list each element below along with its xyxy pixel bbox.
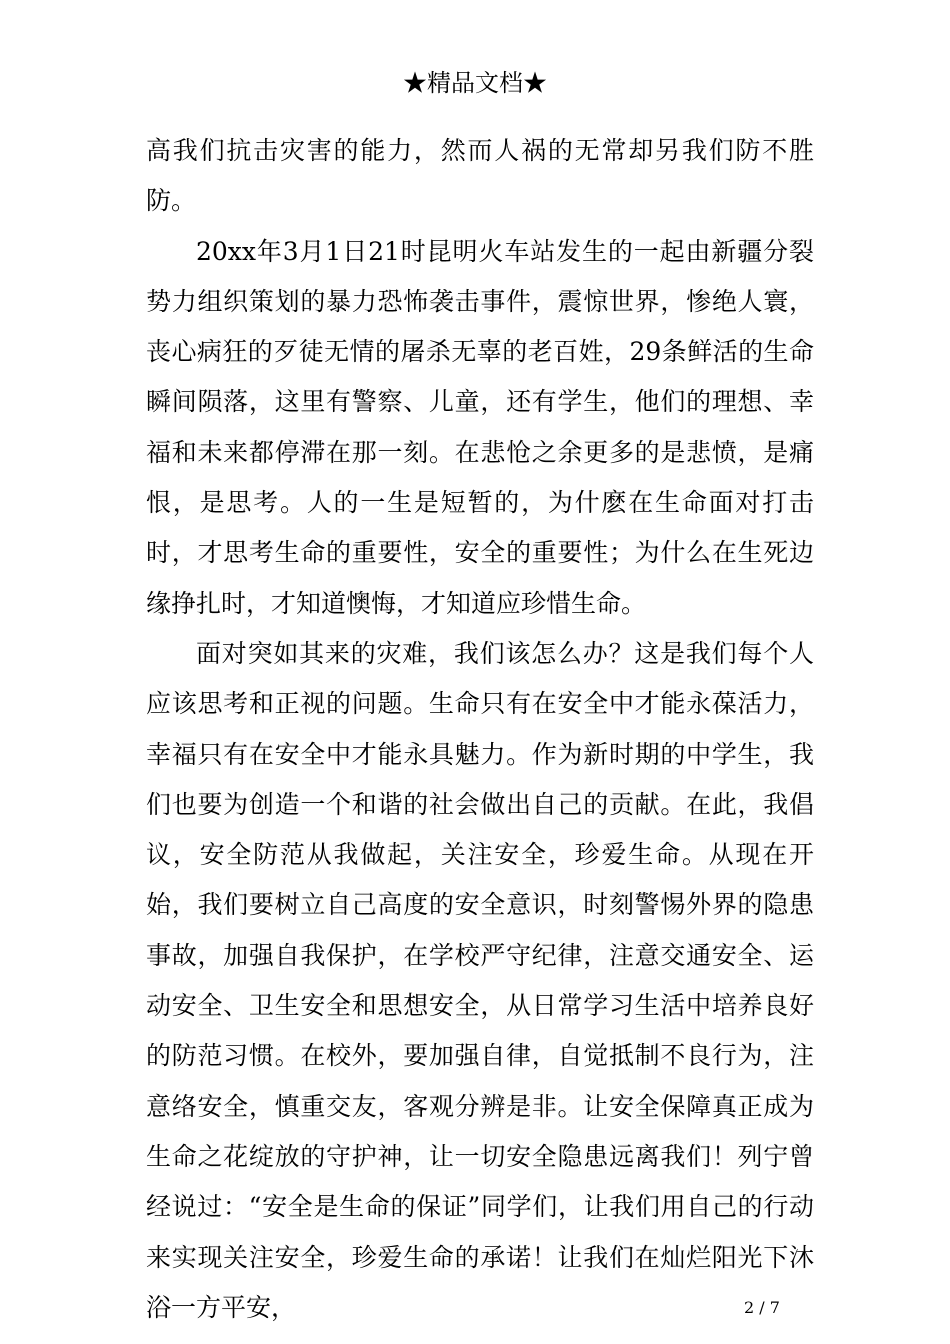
page-number: 2 / 7 bbox=[744, 1298, 780, 1317]
paragraph-1: 高我们抗击灾害的能力，然而人祸的无常却另我们防不胜防。 bbox=[146, 136, 814, 216]
header-title: ★精品文档★ bbox=[403, 69, 547, 97]
paragraph-3: 面对突如其来的灾难，我们该怎么办？这是我们每个人应该思考和正视的问题。生命只有在安全中才能永葆活力，幸福只有在安全中才能永具魅力。作为新时期的中学生，我们也要为创造一个和谐的社会做出自己的贡献。在此，我倡议，安全防范从我做起，关注安全，珍爱生命。从现在开始，我们要树立自己高度的安全意识，时刻警惕外界的隐患事故，加强自我保护，在学校严守纪律，注意交通安全、运动安全、卫生安全和思想安全，从日常学习生活中培养良好的防范习惯。在校外，要加强自律，自觉抵制不良行为，注意络安全，慎重交友，客观分辨是非。让安全保障真正成为生命之花绽放的守护神，让一切安全隐患远离我们！列宁曾经说过：“安全是生命的保证”同学们，让我们用自己的行动来实现关注安全，珍爱生命的承诺！让我们在灿烂阳光下沐浴一方平安， bbox=[146, 638, 814, 1322]
page-footer bbox=[744, 1298, 780, 1318]
document-body bbox=[146, 126, 814, 1333]
paragraph-2: 20xx年3月1日21时昆明火车站发生的一起由新疆分裂势力组织策划的暴力恐怖袭击事件，震惊世界，惨绝人寰，丧心病狂的歹徒无情的屠杀无辜的老百姓，29条鲜活的生命瞬间陨落，这里有警察、儿童，还有学生，他们的理想、幸福和未来都停滞在那一刻。在悲怆之余更多的是悲愤，是痛恨，是思考。人的一生是短暂的，为什麽在生命面对打击时，才思考生命的重要性，安全的重要性；为什么在生死边缘挣扎时，才知道懊悔，才知道应珍惜生命。 bbox=[146, 236, 814, 618]
page-header bbox=[0, 66, 950, 100]
